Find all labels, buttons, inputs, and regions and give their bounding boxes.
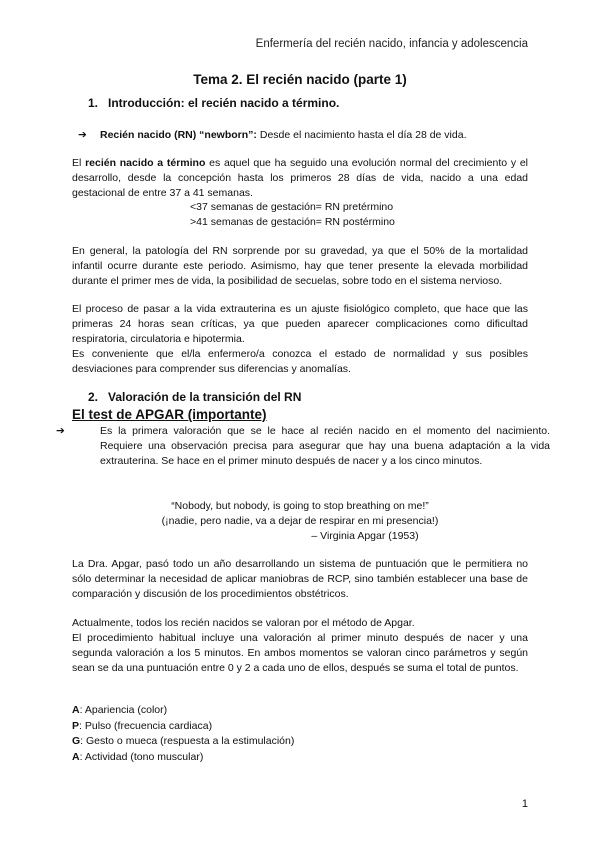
section-1-number: 1.	[88, 96, 99, 110]
page-number: 1	[521, 798, 528, 810]
gestation-weeks	[190, 200, 395, 230]
section-1-title: Introducción: el recién nacido a término.	[108, 96, 340, 110]
page-header: Enfermería del recién nacido, infancia y adolescencia	[255, 38, 528, 50]
document-title: Tema 2. El recién nacido (parte 1)	[193, 72, 407, 87]
section-2-heading	[88, 390, 301, 404]
list-item-text: : Pulso (frecuencia cardiaca)	[79, 719, 213, 732]
section-2-title: Valoración de la transición del RN	[108, 390, 302, 404]
para1-post: es aquel que ha seguido una evolución normal del crecimiento y el desarrollo, desde la concepción hasta los primeros 28 días de vida, nacido a una edad gestacional de entre 37 a 41 semanas.	[72, 157, 528, 199]
apgar-parameter-list	[72, 703, 294, 765]
list-item	[72, 734, 294, 750]
quote-english: “Nobody, but nobody, is going to stop breathing on me!”	[171, 500, 429, 512]
apgar-heading: El test de APGAR (importante)	[72, 407, 267, 422]
list-item-text: : Gesto o mueca (respuesta a la estimulación)	[80, 735, 295, 747]
list-item-letter: A	[72, 750, 80, 763]
paragraph-term-definition	[72, 156, 528, 201]
quote-spanish: (¡nadie, pero nadie, va a dejar de respirar en mi presencia!)	[161, 515, 439, 527]
list-item-text: : Actividad (tono muscular)	[79, 750, 204, 763]
apgar-quote	[0, 499, 600, 544]
weeks-postterm: >41 semanas de gestación= RN postérmino	[190, 216, 395, 228]
para1-pre: El	[72, 157, 86, 169]
paragraph-dra-apgar: La Dra. Apgar, pasó todo un año desarrollando un sistema de puntuación que le permitiera no sólo determinar la necesidad de aplicar maniobras de RCP, sino también establecer una base de comparación y discusión de los procedimientos obstétricos.	[72, 558, 528, 600]
list-item	[72, 719, 294, 735]
apgar-description-text: Es la primera valoración que se le hace al recién nacido en el momento del nacimiento. Requiere una observación precisa para asegurar que hay una buena adaptación a la vida extrauterina. Se hace en el primer minuto después de nacer y a los cinco minutos.	[100, 425, 550, 467]
rn-definition-term: Recién nacido (RN) “newborn”:	[100, 129, 257, 141]
section-1-heading	[88, 96, 339, 110]
arrow-icon: ➔	[56, 425, 65, 437]
paragraph-procedure: El procedimiento habitual incluye una valoración al primer minuto después de nacer y una segunda valoración a los 5 minutos. En ambos momentos se valoran cinco parámetros y según sean se da una puntuación entre 0 y 2 a cada uno de ellos, después se suma el total de puntos.	[72, 632, 528, 674]
paragraph-extrauterine: El proceso de pasar a la vida extrauterina es un ajuste fisiológico completo, que hace que las primeras 24 horas sean críticas, ya que pueden aparecer complicaciones como dificultad respiratoria, circulatoria e hipotermia.	[72, 303, 528, 345]
arrow-icon: ➔	[78, 129, 87, 141]
rn-definition-text: Desde el nacimiento hasta el día 28 de vida.	[256, 129, 467, 141]
quote-author: – Virginia Apgar (1953)	[311, 530, 419, 542]
list-item-letter: P	[72, 719, 80, 732]
paragraph-nurse: Es conveniente que el/la enfermero/a conozca el estado de normalidad y sus posibles desviaciones para comprender sus diferencias y anomalías.	[72, 348, 528, 375]
paragraph-pathology: En general, la patología del RN sorprende por su gravedad, ya que el 50% de la mortalidad infantil ocurre durante este periodo. Asimismo, hay que tener presente la elevada morbilidad durante el primer mes de vida, la posibilidad de secuelas, sobre todo en el sistema nervioso.	[72, 245, 528, 287]
apgar-description	[56, 424, 550, 469]
section-2-number: 2.	[88, 390, 99, 404]
list-item	[72, 750, 294, 766]
list-item-text: : Apariencia (color)	[79, 704, 168, 716]
list-item-letter: G	[72, 735, 81, 747]
list-item	[72, 703, 294, 719]
paragraph-currently: Actualmente, todos los recién nacidos se valoran por el método de Apgar.	[72, 617, 415, 629]
list-item-letter: A	[72, 704, 80, 716]
para1-bold: recién nacido a término	[85, 157, 206, 169]
weeks-preterm: <37 semanas de gestación= RN pretérmino	[190, 201, 394, 213]
rn-definition	[78, 128, 528, 143]
